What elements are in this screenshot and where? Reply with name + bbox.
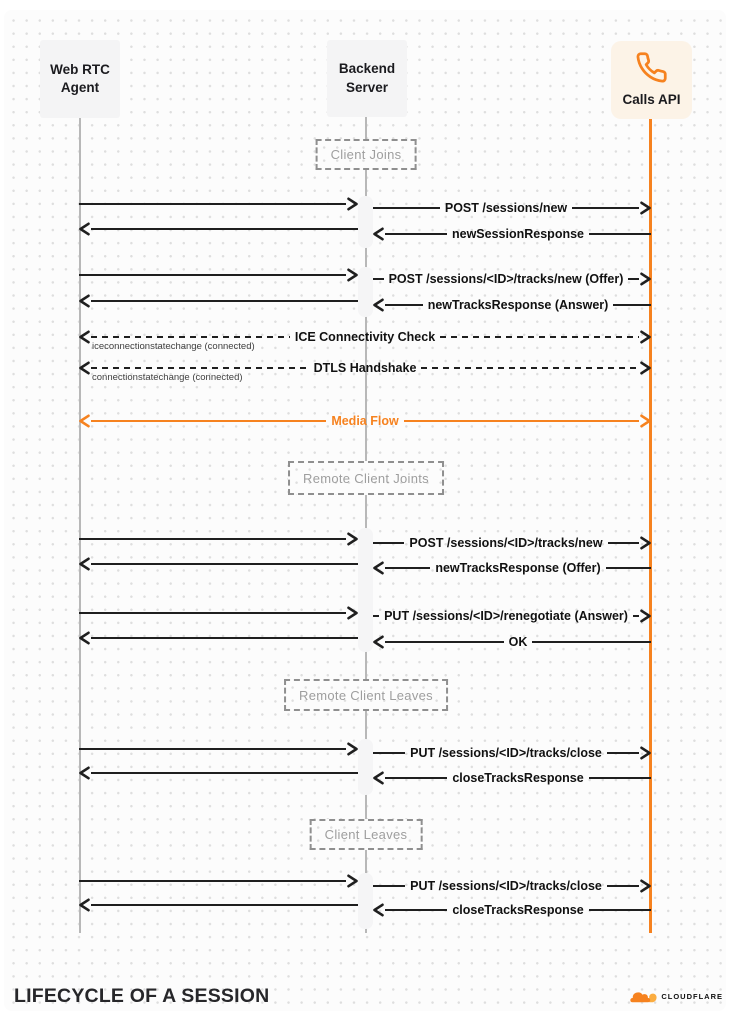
arrowhead-icon xyxy=(639,329,651,345)
event-sublabel: iceconnectionstatechange (connected) xyxy=(92,341,255,352)
arrowhead-icon xyxy=(79,765,91,781)
cloudflare-logo-icon xyxy=(630,989,657,1004)
message-line xyxy=(385,634,651,650)
arrowhead-icon xyxy=(346,741,358,757)
milestone-label: Client Joins xyxy=(330,147,402,162)
actor-label: Web RTC xyxy=(50,61,110,77)
milestone-box xyxy=(316,139,417,170)
milestone-label: Remote Client Leaves xyxy=(299,687,433,703)
phone-icon xyxy=(635,51,668,84)
message-arrow xyxy=(373,745,651,761)
message-arrow xyxy=(373,200,651,216)
message-line xyxy=(385,770,651,786)
message-arrow xyxy=(373,634,651,650)
message-label: POST /sessions/<ID>/tracks/new xyxy=(409,536,603,550)
actor-label: Calls API xyxy=(622,91,681,107)
message-arrow xyxy=(373,902,651,918)
arrowhead-icon xyxy=(639,535,651,551)
actor-backend-server xyxy=(327,40,407,117)
actor-label: Agent xyxy=(60,80,100,95)
message-line xyxy=(91,293,358,309)
message-arrow xyxy=(373,271,651,287)
message-line xyxy=(79,196,346,212)
message-label: OK xyxy=(508,635,528,649)
message-line xyxy=(373,745,639,761)
arrowhead-icon xyxy=(79,556,91,572)
message-arrow xyxy=(373,608,651,624)
arrowhead-icon xyxy=(373,902,385,918)
arrowhead-icon xyxy=(639,200,651,216)
arrowhead-icon xyxy=(346,873,358,889)
message-arrow xyxy=(79,741,358,757)
event-sublabel: connectionstatechange (connected) xyxy=(92,372,243,383)
message-line xyxy=(373,878,639,894)
actor-web-rtc-agent xyxy=(40,40,120,118)
arrowhead-icon xyxy=(346,267,358,283)
message-arrow xyxy=(373,535,651,551)
message-line xyxy=(373,271,639,287)
message-arrow xyxy=(373,878,651,894)
message-arrow xyxy=(373,226,651,242)
message-arrow xyxy=(373,560,651,576)
message-line xyxy=(91,765,358,781)
message-line xyxy=(91,897,358,913)
arrowhead-icon xyxy=(639,745,651,761)
message-line xyxy=(385,297,651,313)
actor-label: Server xyxy=(345,79,389,95)
message-arrow xyxy=(79,531,358,547)
message-label: DTLS Handshake xyxy=(313,361,417,375)
milestone-label: Client Leaves xyxy=(324,827,408,842)
arrowhead-icon xyxy=(373,560,385,576)
message-line xyxy=(373,200,639,216)
message-label: newTracksResponse (Offer) xyxy=(435,561,601,575)
message-label: PUT /sessions/<ID>/tracks/close xyxy=(410,746,602,760)
arrowhead-icon xyxy=(346,196,358,212)
lifeline-web-rtc-agent xyxy=(79,117,81,933)
message-line xyxy=(79,267,346,283)
arrowhead-icon xyxy=(79,329,91,345)
arrowhead-icon xyxy=(639,608,651,624)
milestone-box xyxy=(284,679,448,711)
message-line xyxy=(385,902,651,918)
message-arrow xyxy=(79,556,358,572)
arrowhead-icon xyxy=(639,878,651,894)
page-title: LIFECYCLE OF A SESSION xyxy=(14,985,270,1007)
arrowhead-icon xyxy=(79,360,91,376)
message-line xyxy=(91,221,358,237)
message-arrow xyxy=(79,897,358,913)
message-label: PUT /sessions/<ID>/tracks/close xyxy=(410,879,602,893)
message-label: newSessionResponse xyxy=(452,227,584,241)
message-label: closeTracksResponse xyxy=(452,903,584,917)
arrowhead-icon xyxy=(346,531,358,547)
activation-bar xyxy=(358,267,373,317)
message-line xyxy=(79,741,346,757)
message-line xyxy=(79,605,346,621)
message-line xyxy=(91,413,639,429)
milestone-label: Remote Client Joints xyxy=(303,470,429,486)
message-label: closeTracksResponse xyxy=(452,771,584,785)
message-label: PUT /sessions/<ID>/renegotiate (Answer) xyxy=(384,609,628,623)
message-line xyxy=(373,535,639,551)
message-arrow xyxy=(79,221,358,237)
arrowhead-icon xyxy=(373,634,385,650)
message-label: ICE Connectivity Check xyxy=(294,330,436,344)
message-line xyxy=(91,556,358,572)
message-arrow xyxy=(373,770,651,786)
arrowhead-icon xyxy=(373,226,385,242)
message-line xyxy=(91,630,358,646)
message-arrow xyxy=(79,605,358,621)
arrowhead-icon xyxy=(639,360,651,376)
activation-bar xyxy=(358,873,373,929)
brand-name: CLOUDFLARE xyxy=(661,992,723,1001)
arrowhead-icon xyxy=(79,897,91,913)
message-arrow xyxy=(79,630,358,646)
arrowhead-icon xyxy=(373,297,385,313)
actor-calls-api xyxy=(611,41,692,119)
milestone-box xyxy=(288,461,444,495)
message-arrow xyxy=(79,873,358,889)
message-line xyxy=(373,608,639,624)
message-line xyxy=(385,226,651,242)
message-arrow xyxy=(79,267,358,283)
message-label: POST /sessions/<ID>/tracks/new (Offer) xyxy=(388,272,624,286)
arrowhead-icon xyxy=(79,293,91,309)
message-line xyxy=(385,560,651,576)
arrowhead-icon xyxy=(639,413,651,429)
actor-label: Backend xyxy=(338,61,396,77)
activation-bar xyxy=(358,196,373,248)
message-arrow xyxy=(79,196,358,212)
brand-lockup xyxy=(630,989,723,1004)
message-label: Media Flow xyxy=(331,414,399,428)
arrowhead-icon xyxy=(373,770,385,786)
milestone-box xyxy=(310,819,423,850)
message-arrow xyxy=(79,293,358,309)
arrowhead-icon xyxy=(639,271,651,287)
message-arrow xyxy=(79,413,651,429)
message-arrow xyxy=(373,297,651,313)
arrowhead-icon xyxy=(79,221,91,237)
arrowhead-icon xyxy=(79,630,91,646)
arrowhead-icon xyxy=(79,413,91,429)
activation-bar xyxy=(358,528,373,652)
message-line xyxy=(79,873,346,889)
message-arrow xyxy=(79,765,358,781)
message-label: POST /sessions/new xyxy=(444,201,568,215)
message-label: newTracksResponse (Answer) xyxy=(427,298,609,312)
message-line xyxy=(79,531,346,547)
activation-bar xyxy=(358,739,373,795)
arrowhead-icon xyxy=(346,605,358,621)
